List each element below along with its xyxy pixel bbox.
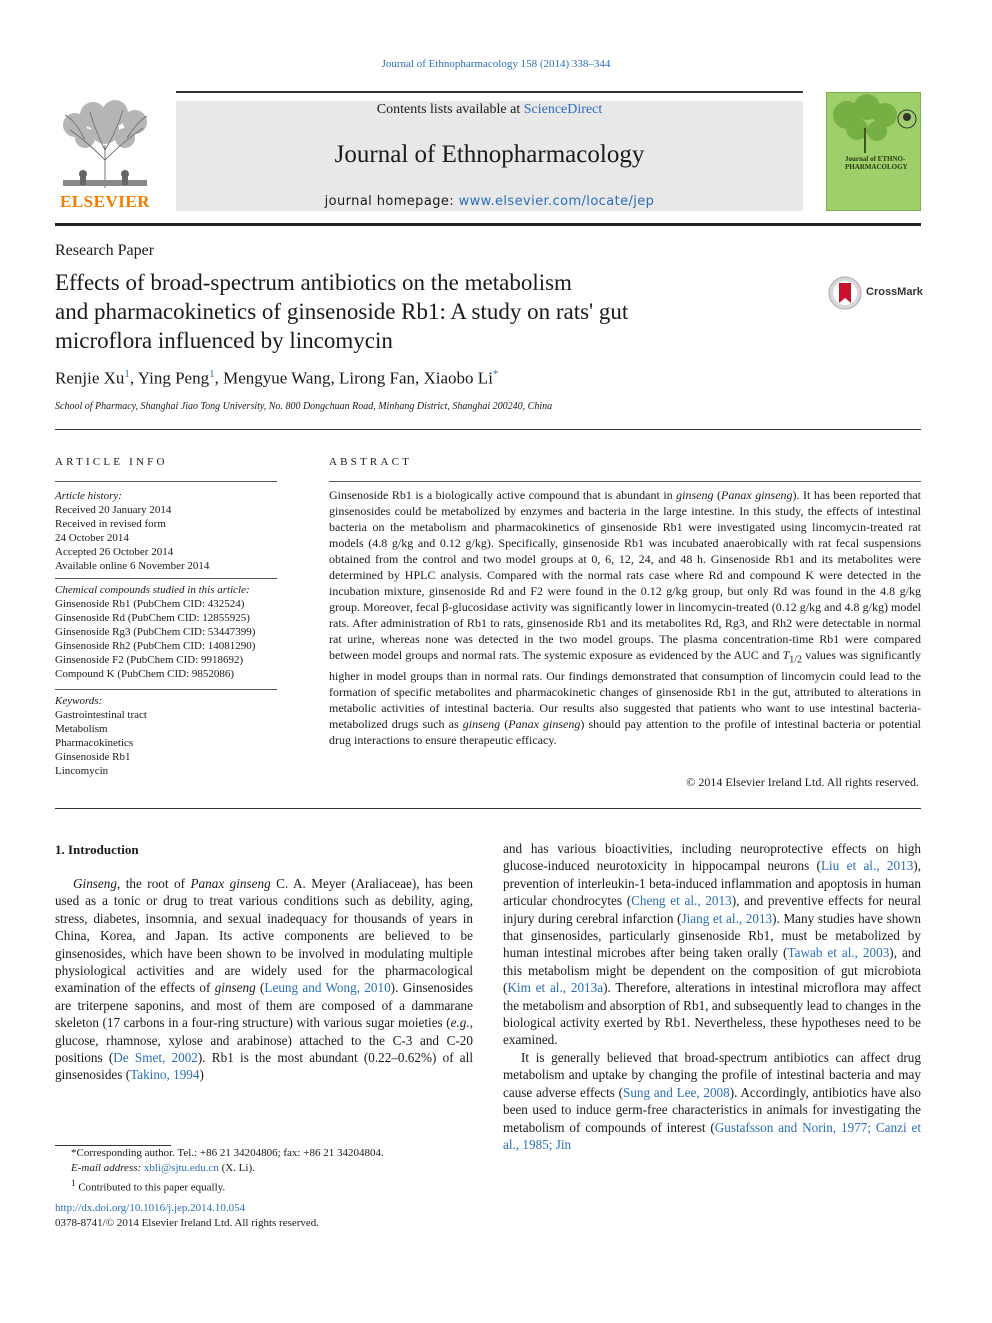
compound-item: Ginsenoside Rg3 (PubChem CID: 53447399) — [55, 626, 256, 638]
abstract-segment: ) should pay attention to the profile of intestinal bacteria or potential drug interactions to ensure therapeutic efficacy. — [329, 717, 921, 748]
contents-prefix: Contents lists available at — [376, 102, 524, 117]
abstract-bottom-rule — [55, 808, 921, 809]
keyword-item[interactable]: Gastrointestinal tract — [55, 709, 147, 721]
keywords-heading: Keywords: — [55, 695, 103, 707]
abstract-segment: ). It has been reported that ginsenosides could be metabolized by enzymes and bacteria in the large intestine. In this study, the effects of intestinal bacteria on the metabolism and pharmacokinetics of ginsenoside Rb1 were investigated using lincomycin-treated rat models (4.8 g/kg and 0.12 g/kg). Specifically, ginsenoside Rb1 was incubated anaerobically with rat fecal suspensions obtained from the control and two model groups at 0, 6, 12, 24, and 48 h. Ginsenoside Rb1 and its metabolites were determined by HPLC analysis. Compared with the normal rats case where Rd and compound K were detected in the incubation mixture, ginsenoside Rd and F2 were found in the 0.12 g/kg group, but only Rd was found in the 4.8 g/kg group. Moreover, fecal β-glucosidase activity was significantly lower in lincomycin-treated (0.12 g/kg and 4.8 g/kg) model rats. After administration of Rb1 to rats, ginsenoside Rb1 and its metabolites Rd, Rg3, and Rh2 were detectable in normal rat urine, whereas none was detected in the two model groups. The plasma concentration-time Rb1 were compared between model groups and normal rats. The systemic exposure as evidenced by the AUC and — [329, 488, 922, 662]
body-text: , glucose, rhamnose, xylose and arabinose) attached to the C-3 and C-20 positions ( — [55, 1015, 473, 1066]
body-text: , the root of — [116, 876, 191, 891]
body-column-right — [503, 840, 921, 1153]
paragraph — [503, 1049, 921, 1153]
citation-link[interactable]: De Smet, 2002 — [113, 1050, 198, 1066]
compounds-heading: Chemical compounds studied in this article: — [55, 584, 250, 596]
citation-link[interactable]: Gustafsson and Norin, 1977; Canzi et al., 1985; Jin — [503, 1119, 921, 1152]
body-text: It is generally believed that broad-spectrum antibiotics can affect drug metabolism and uptake by changing the profile of intestinal bacteria and may cause adverse effects ( — [503, 1049, 921, 1100]
body-italic: Ginseng — [73, 876, 117, 891]
author-name[interactable]: Xiaobo Li — [423, 368, 493, 388]
doi-link[interactable]: http://dx.doi.org/10.1016/j.jep.2014.10.054 — [55, 1202, 246, 1214]
journal-cover-thumbnail[interactable] — [826, 92, 921, 211]
email-link[interactable]: xbli@sjtu.edu.cn — [143, 1162, 219, 1174]
abstract-italic: Panax ginseng — [721, 488, 793, 502]
homepage-prefix: journal homepage: — [324, 194, 459, 209]
section-heading-introduction: 1. Introduction — [55, 842, 139, 857]
cover-tree-icon — [827, 93, 921, 211]
chemical-compounds — [55, 583, 255, 681]
article-history — [55, 489, 209, 573]
doi-block — [55, 1201, 319, 1231]
keyword-item[interactable]: Pharmacokinetics — [55, 737, 134, 749]
body-text: ). Many studies have shown that ginsenosides, particularly ginsenoside Rb1, must be metabolized by human intestinal microbes after being taken orally ( — [503, 910, 922, 961]
citation-link[interactable]: Jiang et al., 2013 — [681, 910, 773, 926]
issn-line: 0378-8741/© 2014 Elsevier Ireland Ltd. All rights reserved. — [55, 1217, 320, 1229]
compound-item: Ginsenoside Rb1 (PubChem CID: 432524) — [55, 598, 245, 610]
history-item: Received in revised form — [55, 518, 166, 530]
author-name[interactable]: Lirong Fan — [338, 368, 416, 388]
corresponding-footnote — [55, 1146, 473, 1161]
cover-title: Journal of ETHNO-PHARMACOLOGY — [845, 155, 908, 171]
homepage-link[interactable]: www.elsevier.com/locate/jep — [458, 194, 655, 209]
crossmark-button[interactable] — [828, 276, 928, 310]
body-text: ), and this metabolism might be dependent on the composition of gut microbiota ( — [503, 945, 921, 996]
t-half-subscript: 1/2 — [789, 654, 803, 666]
abstract-italic: Panax ginseng — [508, 717, 581, 732]
footnote-text: Corresponding author. Tel.: +86 21 34204806; fax: +86 21 34204804. — [76, 1147, 384, 1159]
email-suffix: (X. Li). — [218, 1162, 255, 1174]
body-text: ) — [199, 1067, 204, 1083]
body-text: C. A. Meyer (Araliaceae), has been used as a tonic or drug to treat various conditions such as debility, aging, stress, diabetes, insomnia, and sexual inadequacy for thousands of years in China, Korea, and Japan. Its active components are believed to be ginsenosides, which have been shown to be involved in modulating multiple physiological activities and are widely used for the pharmacological examination of the effects of — [55, 876, 473, 996]
author-affiliation: School of Pharmacy, Shanghai Jiao Tong University, No. 800 Dongchuan Road, Minhang District, Shanghai 200240, China — [55, 401, 553, 412]
abstract-segment: ( — [500, 717, 509, 732]
body-text: ). Rb1 is the most abundant (0.22–0.62%) of all ginsenosides ( — [55, 1050, 473, 1083]
citation-link[interactable]: Takino, 1994 — [130, 1067, 200, 1083]
citation-link[interactable]: Sung and Lee, 2008 — [623, 1084, 730, 1100]
abstract-italic: ginseng — [462, 717, 501, 732]
t-half-symbol: T — [782, 648, 790, 662]
body-text: ( — [255, 980, 265, 996]
author-name[interactable]: Renjie Xu — [55, 368, 125, 388]
citation-link[interactable]: Cheng et al., 2013 — [631, 893, 732, 909]
body-text: ). Ginsenosides are triterpene saponins, and most of them are composed of a dammarane skeleton (17 carbons in a four-ring structure) with various sugar moieties ( — [55, 980, 473, 1031]
body-text: ), and preventive effects for neural injury during cerebral infarction ( — [503, 893, 921, 926]
info-rule — [55, 689, 277, 690]
citation-link[interactable]: Leung and Wong, 2010 — [264, 980, 391, 996]
author-name[interactable]: Ying Peng — [137, 368, 210, 388]
history-item: Received 20 January 2014 — [55, 504, 172, 516]
title-line: Effects of broad-spectrum antibiotics on the metabolism — [55, 270, 572, 295]
author-footnote-mark[interactable]: 1 — [124, 368, 130, 380]
publisher-name: ELSEVIER — [60, 192, 150, 211]
citation-link[interactable]: Tawab et al., 2003 — [787, 945, 890, 961]
article-info-heading: ARTICLE INFO — [55, 456, 168, 468]
body-column-left — [55, 875, 473, 1084]
keywords — [55, 694, 147, 778]
contents-line — [176, 102, 803, 118]
history-item: 24 October 2014 — [55, 532, 129, 544]
title-line: and pharmacokinetics of ginsenoside Rb1: A study on rats' gut — [55, 299, 629, 324]
citation-link[interactable]: Kim et al., 2013a — [507, 980, 604, 996]
footnote-mark: 1 — [71, 1178, 76, 1188]
keyword-item[interactable]: Ginsenoside Rb1 — [55, 751, 131, 763]
compound-item: Ginsenoside F2 (PubChem CID: 9918692) — [55, 654, 244, 666]
body-italic: Panax ginseng — [190, 876, 271, 891]
author-list: Renjie Xu$^1$, Ying Peng$^1$, Mengyue Wang, Lirong Fan, Xiaobo Li* — [55, 368, 499, 388]
info-rule — [55, 481, 277, 482]
header-rule — [55, 223, 921, 226]
elsevier-logo[interactable] — [55, 100, 155, 212]
email-footnote — [55, 1161, 473, 1176]
body-text: and has various bioactivities, including neuroprotective effects on high glucose-induced neurotoxicity in hippocampal neurons ( — [503, 841, 921, 874]
paragraph — [503, 840, 921, 1049]
footnote-text: Contributed to this paper equally. — [78, 1181, 226, 1194]
article-type: Research Paper — [55, 242, 155, 259]
elsevier-tree-icon — [55, 100, 155, 192]
info-rule — [55, 578, 277, 579]
citation-link[interactable]: Liu et al., 2013 — [820, 858, 914, 874]
body-text: ). Therefore, alterations in intestinal microflora may affect the metabolism and absorption of Rb1, and subsequently lead to changes in the biological activity exerted by Rb1. Nevertheless, these hypotheses need to be examined. — [503, 980, 921, 1048]
abstract-text — [329, 487, 921, 748]
history-item: Accepted 26 October 2014 — [55, 546, 174, 558]
body-text: ). Accordingly, antibiotics have also been used to induce germ-free characteristics in animals for investigating the metabolism of compounds of interest ( — [503, 1084, 921, 1135]
crossmark-label: CrossMark — [866, 286, 923, 298]
compound-item: Compound K (PubChem CID: 9852086) — [55, 668, 235, 680]
history-item: Available online 6 November 2014 — [55, 560, 210, 572]
sciencedirect-link[interactable]: ScienceDirect — [523, 102, 603, 117]
banner-top-rule — [176, 91, 803, 93]
abstract-rule — [329, 481, 921, 482]
keyword-item[interactable]: Metabolism — [55, 723, 108, 735]
author-name[interactable]: Mengyue Wang — [223, 368, 331, 388]
abstract-italic: ginseng — [676, 488, 714, 502]
body-italic: e.g. — [450, 1015, 470, 1031]
footnotes — [55, 1146, 473, 1196]
abstract-segment: values was significantly higher in model groups than in normal rats. Our findings demonstrated that consumption of lincomycin could lead to the formation of specific metabolites and pharmacokinetic changes of ginsenoside Rb1 in the gut, attributed to alterations in metabolic activities of intestinal bacteria. Our results also suggested that patients who want to use intestinal bacteria-metabolized drugs such as — [329, 648, 922, 732]
compound-item: Ginsenoside Rd (PubChem CID: 12855925) — [55, 612, 250, 624]
abstract-copyright: © 2014 Elsevier Ireland Ltd. All rights reserved. — [686, 775, 919, 789]
journal-title: Journal of Ethnopharmacology — [334, 141, 645, 168]
footnote-mark: * — [71, 1147, 77, 1159]
abstract-segment: Ginsenoside Rb1 is a biologically active compound that is abundant in — [329, 488, 677, 502]
keyword-item[interactable]: Lincomycin — [55, 765, 109, 777]
journal-reference-link[interactable]: Journal of Ethnopharmacology 158 (2014) 338–344 — [381, 58, 611, 70]
crossmark-icon — [828, 276, 862, 310]
body-italic: ginseng — [214, 980, 256, 996]
abstract-segment: ( — [713, 488, 722, 502]
corresponding-author-mark[interactable]: * — [492, 368, 499, 380]
history-heading: Article history: — [55, 490, 122, 502]
abstract-heading: ABSTRACT — [329, 456, 413, 468]
homepage-line — [176, 194, 803, 209]
body-text: ), prevention of interleukin-1 beta-induced inflammation and apoptosis in human articular chondrocytes ( — [503, 858, 921, 909]
title-rule — [55, 429, 921, 430]
article-title — [55, 268, 775, 355]
title-line: microflora influenced by lincomycin — [55, 328, 393, 353]
contribution-footnote — [55, 1176, 473, 1196]
compound-item: Ginsenoside Rh2 (PubChem CID: 14081290) — [55, 640, 256, 652]
author-footnote-mark[interactable]: 1 — [209, 368, 215, 380]
email-label: E-mail address: — [71, 1162, 144, 1174]
